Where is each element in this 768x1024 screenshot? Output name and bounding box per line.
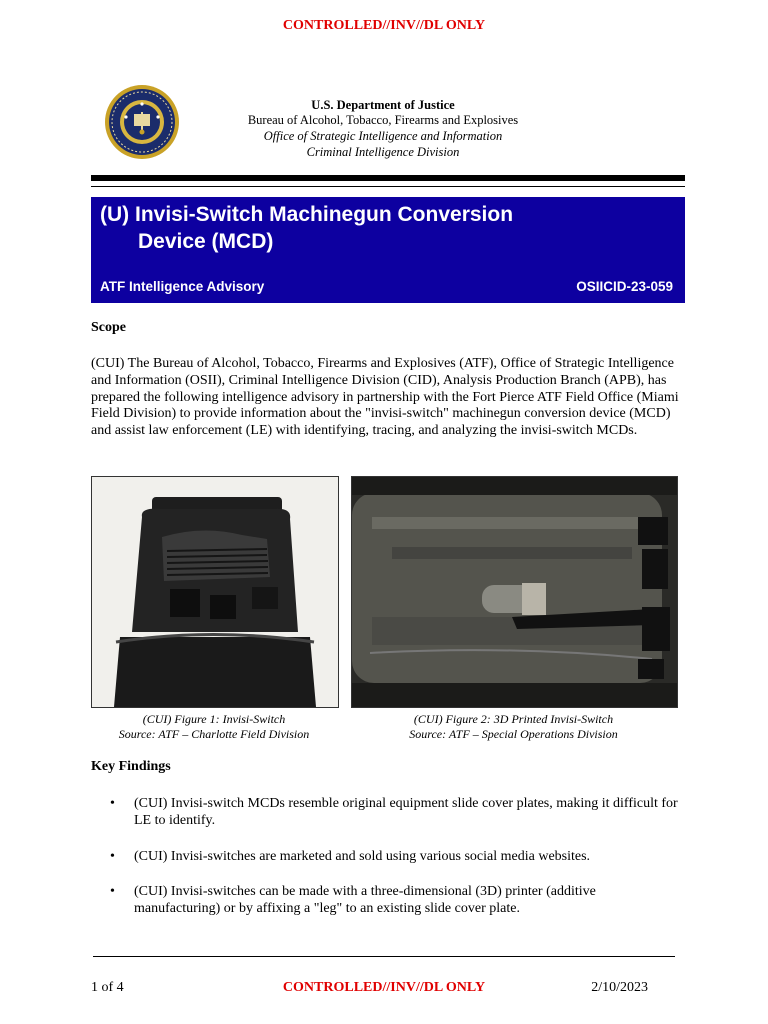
scope-heading: Scope	[91, 320, 126, 335]
key-finding-item	[110, 883, 685, 919]
scope-paragraph: (CUI) The Bureau of Alcohol, Tobacco, Firearms and Explosives (ATF), Office of Strategic Intelligence and Information (OSII), Criminal Intelligence Division (CID), Analysis Production Branch (APB), has prepared the following intelligence advisory in partnership with the Fort Pierce ATF Field Office (Miami Field Division) to provide information about the "invisi-switch" machinegun conversion device (MCD) and assist law enforcement (LE) with identifying, tracing, and analyzing the invisi-switch MCDs.	[91, 356, 679, 439]
classification-marking-bottom: CONTROLLED//INV//DL ONLY	[282, 980, 486, 995]
key-finding-text: (CUI) Invisi-switches are marketed and sold using various social media websites.	[134, 849, 591, 864]
figure2-photo	[351, 476, 678, 708]
key-finding-text: (CUI) Invisi-switch MCDs resemble original equipment slide cover plates, making it difficult for LE to identify.	[134, 796, 678, 828]
figure2-caption-title: (CUI) Figure 2: 3D Printed Invisi-Switch	[413, 712, 614, 726]
header-office: Office of Strategic Intelligence and Information	[263, 129, 503, 143]
figure1-caption-source: Source: ATF – Charlotte Field Division	[118, 727, 310, 741]
bullet-icon: •	[110, 884, 115, 899]
document-title-line1: (U) Invisi-Switch Machinegun Conversion	[100, 203, 514, 226]
document-title-line2: Device (MCD)	[138, 230, 274, 253]
figure2-caption-source: Source: ATF – Special Operations Division	[409, 727, 618, 741]
header-rule-thin	[91, 186, 685, 187]
key-finding-item	[110, 848, 685, 866]
bullet-icon: •	[110, 796, 115, 811]
figure1-caption-title: (CUI) Figure 1: Invisi-Switch	[142, 712, 286, 726]
key-finding-text: (CUI) Invisi-switches can be made with a three-dimensional (3D) printer (additive manufacturing) or by affixing a "leg" to an existing slide cover plate.	[134, 884, 596, 916]
header-division: Criminal Intelligence Division	[306, 145, 460, 159]
key-findings-heading: Key Findings	[91, 759, 171, 774]
header-rule-thick	[91, 175, 685, 181]
bullet-icon: •	[110, 849, 115, 864]
figure1-caption	[91, 712, 337, 742]
document-date: 2/10/2023	[591, 980, 648, 995]
header-bureau: Bureau of Alcohol, Tobacco, Firearms and Explosives	[247, 113, 519, 127]
advisory-label: ATF Intelligence Advisory	[100, 279, 265, 294]
figure1-photo	[91, 476, 339, 708]
footer-rule	[93, 956, 675, 957]
page-number: 1 of 4	[91, 980, 124, 995]
key-finding-item	[110, 795, 685, 831]
header-department: U.S. Department of Justice	[311, 98, 455, 112]
atf-seal-logo	[104, 84, 180, 160]
figure2-caption	[351, 712, 676, 742]
title-banner	[91, 197, 685, 303]
classification-marking-top: CONTROLLED//INV//DL ONLY	[282, 18, 486, 33]
advisory-id: OSIICID-23-059	[576, 279, 673, 294]
